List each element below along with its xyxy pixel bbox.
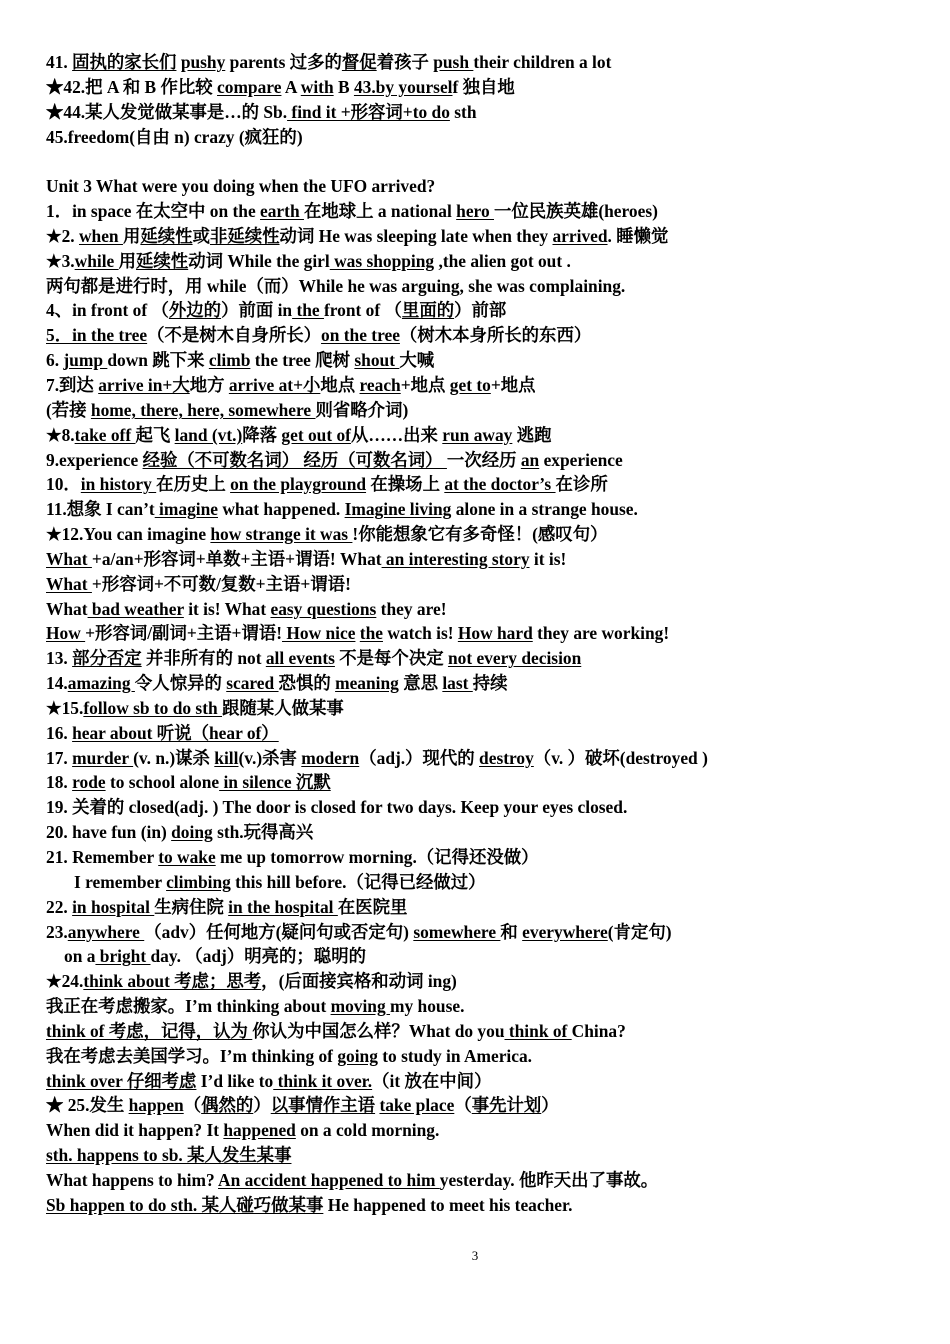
text-segment: 着孩子 (376, 52, 434, 72)
underlined-phrase: compare (217, 76, 282, 97)
underlined-phrase: with (300, 76, 334, 97)
underlined-phrase: scared (226, 673, 279, 694)
underlined-phrase: to wake (158, 847, 216, 867)
underlined-phrase: 固执的家长们 (72, 52, 177, 72)
underlined-phrase: think about 考虑；思考 (83, 971, 262, 992)
text-segment: 16. (46, 722, 73, 743)
text-line (46, 994, 926, 1019)
text-segment: 20. have fun (in) (46, 822, 172, 843)
text-line (46, 1093, 926, 1118)
text-segment: 17. (46, 747, 73, 768)
text-line (46, 1193, 926, 1218)
underlined-phrase: the (359, 623, 383, 644)
underlined-phrase: in the hospital (228, 896, 338, 917)
text-segment: （adv）任何地方(疑问句或否定句) (144, 921, 414, 942)
text-segment: it is! What (183, 598, 271, 619)
text-segment: 23. (46, 921, 68, 942)
text-line (46, 1168, 926, 1193)
underlined-phrase: climbing (166, 871, 231, 892)
text-segment: 则省略介词) (315, 399, 409, 420)
text-line (46, 522, 926, 547)
text-line (46, 646, 926, 671)
underlined-phrase: arrived (552, 225, 608, 246)
text-line (46, 448, 926, 473)
underlined-phrase: take place (379, 1095, 455, 1116)
underlined-phrase: in silence 沉默 (219, 772, 331, 793)
text-segment: 在诊所 (555, 474, 608, 495)
text-line (46, 696, 926, 721)
text-segment: 跟随某人做某事 (222, 697, 344, 718)
text-segment: ★42.把 A 和 B 作比较 (46, 76, 218, 97)
text-segment: it is! (529, 548, 567, 569)
text-segment: 你认为中国怎么样？What do you (252, 1020, 505, 1041)
text-line (46, 125, 926, 150)
underlined-phrase: meaning (335, 673, 399, 694)
underlined-phrase: What (46, 548, 92, 569)
text-line (46, 373, 926, 398)
text-segment: what happened. (217, 499, 345, 520)
text-segment: 动词 He was sleeping late when they (279, 225, 553, 246)
text-segment: 地方 (189, 374, 229, 395)
text-segment: ,the alien got out . (434, 250, 571, 271)
underlined-phrase: all events (265, 648, 335, 669)
text-segment: B (333, 76, 354, 97)
underlined-phrase: How (46, 623, 86, 644)
text-segment: A (281, 76, 301, 97)
underlined-phrase: reach (359, 374, 401, 395)
text-line (46, 795, 926, 820)
underlined-phrase: imagine (154, 499, 218, 520)
underlined-phrase: follow sb to do sth (83, 697, 223, 718)
underlined-phrase: destroy (479, 747, 534, 768)
text-line (46, 497, 926, 522)
text-segment: 41. (46, 52, 73, 72)
text-segment: 不是每个决定 (334, 648, 448, 669)
underlined-phrase: 外边的 (168, 300, 222, 321)
text-segment: +形容词+不可数/复数+主语+谓语! (91, 573, 351, 594)
underlined-phrase: kill (214, 747, 239, 768)
text-line (46, 1118, 926, 1143)
text-segment: ★8. (46, 424, 75, 445)
underlined-phrase: 非延续性 (209, 225, 280, 246)
text-line (46, 100, 926, 125)
text-segment: （ (183, 1095, 202, 1116)
underlined-phrase: bad weather (87, 598, 184, 619)
underlined-phrase: 里面的 (401, 300, 455, 321)
text-segment: 在医院里 (337, 896, 408, 917)
text-line (46, 348, 926, 373)
text-segment: 11.想象 I can’t (46, 499, 155, 520)
text-segment: 10． (46, 474, 81, 495)
text-line (46, 621, 926, 646)
underlined-phrase: last (442, 673, 473, 694)
text-segment: 18. (46, 772, 73, 793)
underlined-phrase: on the playground (230, 474, 367, 495)
underlined-phrase: home, there, here, somewhere (90, 399, 316, 420)
text-segment: (v.)杀害 (238, 747, 302, 768)
text-line (46, 1143, 926, 1168)
underlined-phrase: while (74, 250, 119, 271)
underlined-phrase: earth (260, 201, 304, 222)
text-line (46, 398, 926, 423)
underlined-phrase: an interesting story (381, 548, 530, 569)
text-segment: 我在考虑去美国学习。I’m thinking of (46, 1045, 338, 1066)
text-segment: 13. (46, 648, 73, 669)
text-line (46, 274, 926, 299)
text-segment: +a/an+形容词+单数+主语+谓语! What (91, 548, 382, 569)
text-segment: 14. (46, 673, 68, 694)
underlined-phrase: An accident happened to him (218, 1169, 440, 1190)
text-segment: What (46, 598, 88, 619)
underlined-phrase: somewhere (413, 921, 501, 942)
underlined-phrase: climb (208, 350, 251, 371)
underlined-phrase: 偶然的 (201, 1095, 254, 1116)
text-segment: ，(后面接宾格和动词 ing) (261, 971, 457, 992)
underlined-phrase: everywhere (522, 921, 608, 942)
text-segment: ★24. (46, 971, 84, 992)
text-line (46, 597, 926, 622)
text-segment: 生病住院 (154, 896, 229, 917)
text-segment: (肯定句) (607, 921, 672, 942)
text-line (46, 820, 926, 845)
text-segment: ★2. (46, 225, 79, 246)
text-line (46, 870, 926, 895)
text-segment: experience (539, 449, 623, 470)
underlined-phrase: in hospital (72, 896, 155, 917)
underlined-phrase: How nice (282, 623, 356, 644)
underlined-phrase: 5．in the tree (46, 325, 148, 346)
text-segment: （adj.）现代的 (359, 747, 480, 768)
underlined-phrase: Imagine living (344, 499, 452, 520)
text-segment: 或 (192, 225, 210, 246)
text-segment: 6. (46, 350, 64, 371)
text-line (46, 1069, 926, 1094)
underlined-phrase: get to (449, 374, 491, 395)
text-segment: watch is! (382, 623, 458, 644)
underlined-phrase: happen (128, 1095, 184, 1116)
text-segment: on a (64, 946, 96, 967)
underlined-phrase: the (292, 300, 324, 321)
underlined-phrase: sth. happens to sb. 某人发生某事 (46, 1145, 292, 1166)
text-segment: their children a lot (473, 52, 612, 72)
text-segment: 并非所有的 not (141, 648, 266, 669)
text-segment: ★3. (46, 250, 75, 271)
text-segment: 在操场上 (366, 474, 445, 495)
text-segment: to study in America. (377, 1045, 533, 1066)
text-segment: front of （ (323, 300, 402, 321)
underlined-phrase: arrive in+大 (98, 374, 190, 395)
text-segment: 大喊 (399, 350, 435, 371)
text-segment: ） (253, 1095, 271, 1116)
text-segment: me up tomorrow morning.（记得还没做） (215, 847, 539, 867)
underlined-phrase: pushy (180, 52, 226, 72)
text-segment: 动词 While the girl (188, 250, 330, 271)
underlined-phrase: shout (354, 350, 400, 371)
text-segment: 9.experience (46, 449, 143, 470)
text-segment: they are working! (532, 623, 670, 644)
underlined-phrase: think of (504, 1020, 572, 1041)
text-segment: ） (541, 1095, 559, 1116)
underlined-phrase: modern (301, 747, 360, 768)
text-segment: . 睡懒觉 (607, 225, 669, 246)
underlined-phrase: amazing (67, 673, 135, 694)
text-segment: 一位民族英雄(heroes) (494, 201, 658, 222)
underlined-phrase: hear about 听说（hear of） (72, 722, 279, 743)
underlined-phrase: rode (72, 772, 106, 793)
underlined-phrase: push (433, 52, 474, 72)
text-line (46, 249, 926, 274)
text-segment: the tree 爬树 (250, 350, 355, 371)
text-line (46, 323, 926, 348)
text-line (46, 423, 926, 448)
page-number: 3 (471, 1248, 479, 1263)
text-segment: （it 放在中间） (372, 1070, 492, 1091)
underlined-phrase: murder (72, 747, 134, 768)
underlined-phrase: doing (171, 822, 213, 843)
text-segment: ★ 25.发生 (46, 1095, 129, 1116)
text-line (46, 944, 926, 969)
text-segment: 起飞 (135, 424, 175, 445)
underlined-phrase: get out of (281, 424, 351, 445)
text-segment: +形容词/副词+主语+谓语! (85, 623, 283, 644)
underlined-phrase: What (46, 573, 92, 594)
text-segment: on a cold morning. (295, 1120, 440, 1141)
text-segment: I remember (74, 871, 167, 892)
underlined-phrase: hero (456, 201, 494, 222)
text-segment: 地点 (320, 374, 360, 395)
text-segment: 19. 关着的 closed(adj. ) The door is closed for two days. Keep your eyes closed. (46, 797, 628, 818)
text-segment: 7.到达 (46, 374, 99, 395)
text-segment: !你能想象它有多奇怪！(感叹句） (352, 524, 608, 545)
underlined-phrase: when (78, 225, 123, 246)
text-line (46, 298, 926, 323)
text-segment: ★44.某人发觉做某事是…的 Sb. (46, 101, 288, 122)
text-segment: He happened to meet his teacher. (323, 1194, 573, 1215)
underlined-phrase: how strange it was (210, 524, 353, 545)
underlined-phrase: 部分否定 (72, 648, 142, 669)
underlined-phrase: Sb happen to do sth. 某人碰巧做某事 (46, 1194, 324, 1215)
text-line (46, 572, 926, 597)
text-line (46, 50, 926, 75)
text-segment: ）前面 in (221, 300, 293, 321)
text-segment: 1．in space 在太空中 on the (46, 201, 261, 222)
text-line (46, 721, 926, 746)
underlined-phrase: How hard (457, 623, 533, 644)
text-line (46, 547, 926, 572)
underlined-phrase: 经验（不可数名词） 经历（可数名词） (142, 449, 447, 470)
text-line (46, 174, 926, 199)
text-segment: 意思 (398, 673, 443, 694)
text-line (46, 75, 926, 100)
text-segment: 令人惊异的 (134, 673, 227, 694)
text-segment: （树木本身所长的东西） (399, 325, 592, 346)
underlined-phrase: 延续性 (140, 225, 193, 246)
text-line (46, 199, 926, 224)
text-segment: this hill before.（记得已经做过） (230, 871, 486, 892)
underlined-phrase: think of 考虑，记得，认为 (46, 1020, 253, 1041)
underlined-phrase: happened (223, 1120, 296, 1141)
text-segment: （v. ）破坏(destroyed ) (533, 747, 708, 768)
underlined-phrase: in history (80, 474, 157, 495)
text-line (46, 895, 926, 920)
text-segment: yesterday. 他昨天出了事故。 (439, 1169, 659, 1190)
text-line (46, 671, 926, 696)
underlined-phrase: an (520, 449, 540, 470)
text-segment: sth.玩得高兴 (212, 822, 314, 843)
document-body (46, 50, 926, 1218)
underlined-phrase: not every decision (447, 648, 582, 669)
text-segment: 4、in front of （ (46, 300, 169, 321)
text-segment: my house. (390, 996, 465, 1017)
text-line (46, 969, 926, 994)
underlined-phrase: land (vt.) (174, 424, 243, 445)
underlined-phrase: jump (63, 350, 108, 371)
underlined-phrase: find it +形容词+to do (287, 101, 450, 122)
text-segment: 一次经历 (446, 449, 521, 470)
text-segment: f 独自地 (452, 76, 515, 97)
underlined-phrase: 事先计划 (471, 1095, 542, 1116)
text-segment: When did it happen? It (46, 1120, 224, 1141)
text-segment: 和 (500, 921, 523, 942)
text-segment: 用 (118, 250, 137, 271)
underlined-phrase: arrive at+小 (228, 374, 321, 395)
text-segment: 21. Remember (46, 847, 159, 867)
underlined-phrase: think over 仔细考虑 (46, 1070, 197, 1091)
underlined-phrase: anywhere (67, 921, 145, 942)
underlined-phrase: 延续性 (136, 250, 189, 271)
underlined-phrase: 以事情作主语 (270, 1095, 376, 1116)
text-segment: ）前部 (454, 300, 507, 321)
underlined-phrase: on the tree (321, 325, 400, 346)
text-line (46, 770, 926, 795)
text-line (46, 1044, 926, 1069)
underlined-phrase: run away (442, 424, 513, 445)
text-segment: 22. (46, 896, 73, 917)
underlined-phrase: moving (330, 996, 391, 1017)
underlined-phrase: 43.by yoursel (353, 76, 453, 97)
text-segment: +地点 (490, 374, 536, 395)
underlined-phrase: was shopping (329, 250, 435, 271)
text-segment: alone in a strange house. (451, 499, 638, 520)
text-segment: 在历史上 (156, 474, 231, 495)
text-segment: （ (454, 1095, 472, 1116)
text-segment: day. （adj）明亮的；聪明的 (150, 946, 366, 967)
underlined-phrase: bright (95, 946, 151, 967)
blank-line (46, 149, 926, 174)
text-segment: 持续 (472, 673, 508, 694)
text-segment: （不是树木自身所长） (147, 325, 322, 346)
text-segment: ★12.You can imagine (46, 524, 211, 545)
text-segment: What happens to him? (46, 1169, 219, 1190)
text-segment: ★15. (46, 697, 84, 718)
text-segment: to school alone (105, 772, 220, 793)
underlined-phrase: 督促 (341, 52, 377, 72)
text-line (46, 920, 926, 945)
text-segment: they are! (376, 598, 447, 619)
text-segment: 在地球上 a national (303, 201, 457, 222)
text-segment: 从……出来 (350, 424, 443, 445)
text-segment: 用 (122, 225, 141, 246)
text-segment: (若接 (46, 399, 91, 420)
text-segment: 降落 (242, 424, 282, 445)
text-line (46, 472, 926, 497)
text-segment: (v. n.)谋杀 (133, 747, 215, 768)
text-line (46, 1019, 926, 1044)
text-segment: China? (571, 1020, 626, 1041)
text-line (46, 224, 926, 249)
text-segment: parents 过多的 (225, 52, 342, 72)
text-segment: +地点 (400, 374, 450, 395)
text-segment: 逃跑 (512, 424, 552, 445)
text-segment: 恐惧的 (278, 673, 336, 694)
underlined-phrase: take off (74, 424, 136, 445)
underlined-phrase: going (337, 1045, 378, 1066)
text-segment: down 跳下来 (107, 350, 209, 371)
underlined-phrase: easy questions (270, 598, 377, 619)
underlined-phrase: at the doctor’s (444, 474, 556, 495)
text-segment: sth (449, 101, 477, 122)
text-segment: I’d like to (196, 1070, 274, 1091)
text-segment: Unit 3 What were you doing when the UFO arrived? (46, 176, 436, 197)
underlined-phrase: think it over. (273, 1070, 373, 1091)
text-segment: 我正在考虑搬家。I’m thinking about (46, 996, 331, 1017)
text-segment: 两句都是进行时，用 while（而）While he was arguing, she was complaining. (46, 275, 626, 296)
text-segment: 45.freedom(自由 n) crazy (疯狂的) (46, 126, 303, 147)
text-line (46, 746, 926, 771)
text-line (46, 845, 926, 870)
